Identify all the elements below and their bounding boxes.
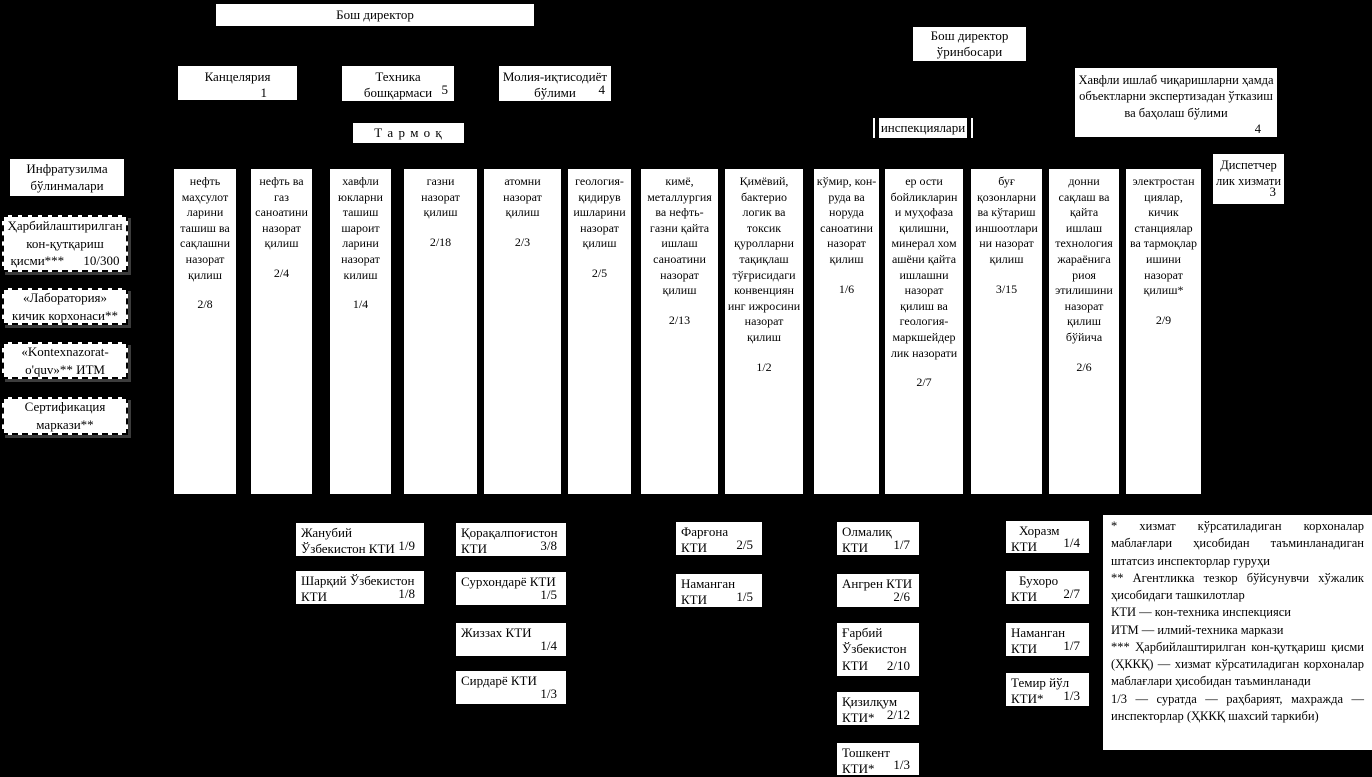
column-count: 3/15 [995,281,1018,296]
column-count: 2/3 [514,234,531,249]
kti-name: Шарқий Ўзбекистон КТИ [301,573,415,605]
kti-box-qoraqalpogiston [455,522,567,557]
certification-label: Сертификация маркази** [24,399,106,432]
kti-name: Ғарбий Ўзбекистон КТИ [842,625,907,673]
connector-bar-right [970,117,974,139]
column-label: ер ости бойликларин и муҳофаза қилишни, минерал хом ашёни қайта ишлашни назорат қилиш ва геология- маркшейдер лик назорати [890,174,958,360]
column-count: 1/2 [756,359,772,374]
column-count: 2/7 [916,375,932,390]
footnotes-box [1103,515,1372,750]
column-label: буғ қозонларни ва кўтариш иншоотлари ни назорат қилиш [975,174,1038,266]
kti-box-janubiy-uzbekiston [295,522,425,557]
kti-name: Тошкент КТИ* [842,745,890,777]
technical-dept-box [341,65,455,102]
director-label: Бош директор [336,6,414,22]
kti-box-jizzax [455,622,567,657]
kti-count: 3/8 [540,537,557,553]
kti-box-fargona [675,521,763,556]
inspection-column-oil-products [173,168,237,495]
director-box [215,3,535,27]
column-label: геология- қидирув ишларини назорат қилиш [573,174,626,251]
footnote-staff-inspectors: * хизмат кўрсатиладиган корхоналар маблағлари ҳисобидан таъминланадиган штатсиз инспекторлар гуруҳи [1111,519,1364,568]
kti-name: Темир йўл КТИ* [1011,675,1070,707]
kti-count: 1/5 [736,588,753,604]
kti-count: 1/7 [1063,637,1080,653]
column-label: кўмир, кон-руда ва норуда саноатини назорат қилиш [816,174,877,266]
kti-count: 2/7 [1063,585,1080,601]
hazard-expertise-box [1074,67,1278,138]
inspection-column-boilers-lifting [970,168,1043,495]
column-label: Қимёвий, бактерио логик ва токсик қуролларни тақиқлаш тўғрисидаги конвенциян инг ижросини назорат қилиш [727,174,801,344]
kti-count: 2/10 [886,657,910,673]
technical-dept-label: Техника бошқармаси [363,69,433,101]
inspection-column-chemical-weapons-convention [724,168,804,495]
footnote-hkkq-definition: *** Ҳарбийлаштирилган кон-қутқариш қисми (ҲККҚ) — хизмат кўрсатиладиган корхоналар маблағлари ҳисобидан таъминланади [1111,639,1364,689]
kti-name: Наманган КТИ [681,576,736,608]
network-label: Т а р м о қ [374,124,443,140]
finance-dept-label: Молия-иқтисодиёт бўлими [502,69,608,101]
inspection-column-dangerous-cargo [329,168,392,495]
dispatcher-count: 3 [1269,184,1276,200]
chancellery-label: Канцелярия [204,69,271,84]
kti-box-sharqiy-uzbekiston [295,570,425,605]
kti-box-temir-yol [1005,672,1090,707]
deputy-director-label: Бош директор ўринбосари [930,27,1009,59]
kti-name: Ангрен КТИ [842,576,913,591]
kti-count: 2/6 [893,588,910,604]
kti-count: 1/3 [540,685,557,701]
kti-box-toshkent [836,742,920,776]
footnote-kti-definition: КТИ — кон-техника инспекцияси [1111,605,1291,620]
kti-box-qizilqum [836,691,920,726]
column-count: 2/13 [668,312,691,327]
laboratory-label: «Лаборатория» кичик корхонаси** [12,289,118,323]
militarized-rescue-label: Ҳарбийлаштирилган кон-қутқариш қисми*** [7,218,123,269]
kti-box-buxoro [1005,570,1090,605]
footnote-itm-definition: ИТМ — илмий-техника маркази [1111,622,1284,637]
kti-count: 1/8 [398,585,415,601]
hazard-expertise-label: Хавфли ишлаб чиқаришларни ҳамда объектларни экспертизадан ўтказиш ва баҳолаш бўлими [1078,73,1274,120]
kti-name: Жанубий Ўзбекистон КТИ [301,525,395,557]
technical-dept-count: 5 [441,81,448,97]
inspection-column-gas-control [403,168,478,495]
kti-box-sirdaryo [455,670,567,705]
column-count: 2/6 [1076,359,1092,374]
kti-name: Наманган КТИ [1011,625,1066,657]
connector-bar-left [872,117,876,139]
kti-count: 1/5 [540,586,557,602]
column-count: 1/4 [352,297,369,312]
infrastructure-title: Инфратузилма бўлинмалари [26,161,108,193]
kti-count: 1/4 [1063,534,1080,550]
finance-dept-count: 4 [598,81,605,97]
kti-count: 2/12 [886,706,910,722]
kti-name: Қорақалпоғистон КТИ [461,525,558,557]
kti-count: 1/4 [540,637,557,653]
inspections-label: инспекциялари [880,119,966,135]
chancellery-count: 1 [260,85,267,101]
column-label: хавфли юкларни ташиш шароит ларини назорат килиш [338,174,383,282]
deputy-director-box [912,26,1027,62]
infrastructure-title-box [9,158,125,197]
kti-box-namangan-2 [1005,622,1090,657]
kti-box-garbiy-uzbekiston [836,622,920,677]
kti-name: Хоразм КТИ [1011,523,1060,555]
militarized-rescue-count: 10/300 [83,253,120,269]
sidebar-item-certification [2,397,128,435]
kti-name: Олмалиқ КТИ [842,524,892,556]
sidebar-item-laboratory [2,288,128,325]
kti-name: Фарғона КТИ [681,524,729,556]
inspections-box [878,117,968,139]
hazard-expertise-count: 4 [1254,121,1261,136]
sidebar-item-militarized-rescue [2,215,128,272]
column-label: атомни назорат қилиш [503,174,542,220]
sidebar-item-kontexnazorat [2,342,128,379]
inspection-column-oil-gas [250,168,313,495]
kti-count: 1/9 [398,537,415,553]
kti-box-namangan-1 [675,573,763,608]
column-count: 1/6 [838,281,855,296]
kti-box-olmaliq [836,521,920,556]
column-label: нефть ва газ саноатини назорат қилиш [255,174,308,251]
column-label: нефть маҳсулот ларини ташиш ва сақлашни назорат қилиш [179,174,231,282]
kti-box-surxondaryo [455,571,567,606]
inspection-column-geology-survey [567,168,632,495]
column-label: донни сақлаш ва қайта ишлаш технология жараёнига риоя этилишини назорат қилиш бўйича [1055,174,1113,344]
kti-name: Сирдарё КТИ [461,673,537,688]
column-count: 2/9 [1155,312,1172,327]
inspection-column-coal-mining [813,168,880,495]
column-label: кимё, металлургия ва нефть- газни қайта ишлаш саноатини назорат қилиш [647,174,712,298]
inspection-column-atomic [483,168,562,495]
inspection-column-subsoil-protection [884,168,964,495]
kontexnazorat-label: «Kontexnazorat-o'quv»** ИТМ [21,343,109,377]
kti-name: Сурхондарё КТИ [461,574,556,589]
dispatcher-box [1212,153,1285,205]
kti-name: Бухоро КТИ [1011,573,1059,605]
kti-name: Жиззах КТИ [461,625,532,640]
column-count: 2/8 [197,297,213,312]
kti-count: 2/5 [736,536,753,552]
kti-count: 1/3 [1063,687,1080,703]
footnote-agency-organizations: ** Агентликка тезкор бўйсунувчи хўжалик ҳисобидаги ташкилотлар [1111,570,1364,602]
chancellery-box [177,65,298,101]
network-box [352,122,465,144]
column-count: 2/5 [591,265,608,280]
column-count: 2/4 [273,265,290,280]
kti-count: 1/3 [893,756,910,772]
kti-box-xorazm [1005,520,1090,554]
footnote-ratio-definition: 1/3 — суратда — раҳбарият, махражда — инспекторлар (ҲККҚ шахсий таркиби) [1111,691,1364,723]
kti-count: 1/7 [893,536,910,552]
inspection-column-chemistry-metallurgy [640,168,719,495]
dispatcher-label: Диспетчер лик хизмати [1215,158,1282,189]
kti-name: Қизилқум КТИ* [842,694,898,726]
inspection-column-grain-storage [1048,168,1120,495]
inspection-column-power-stations [1125,168,1202,495]
column-count: 2/18 [429,234,452,249]
kti-box-angren [836,573,920,608]
column-label: газни назорат қилиш [421,174,460,220]
column-label: электростан циялар, кичик станциялар ва тармоқлар ишини назорат қилиш* [1129,174,1198,298]
finance-dept-box [498,65,612,102]
